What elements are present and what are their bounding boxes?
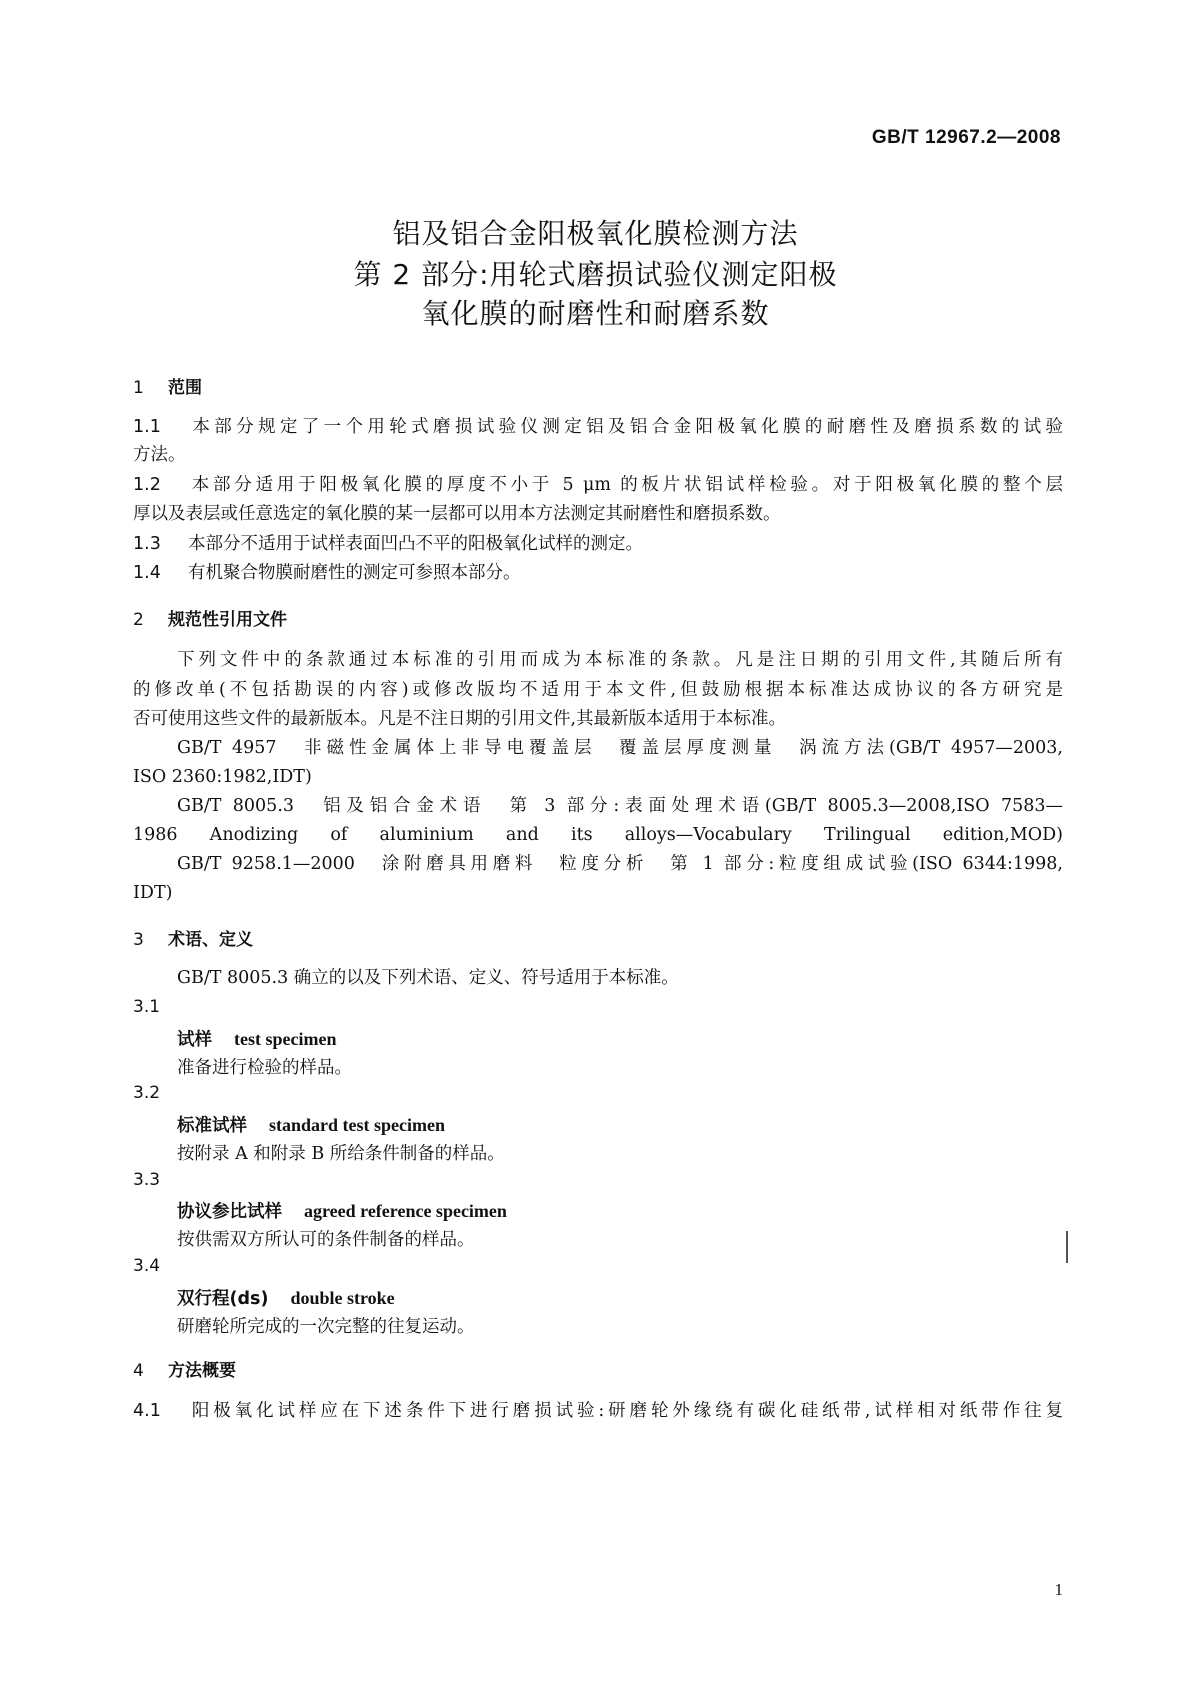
term-heading — [177, 1285, 395, 1310]
reference-1-line-a: GB/T 4957 非磁性金属体上非导电覆盖层 覆盖层厚度测量 涡流方法(GB/T 4957—2003, — [177, 738, 1063, 758]
section-4-title: 方法概要 — [168, 1361, 236, 1381]
clause-number: 1.1 — [133, 417, 161, 437]
reference-3-line-b: IDT) — [133, 883, 173, 903]
clause-number: 1.3 — [133, 534, 161, 554]
term-english: double stroke — [290, 1288, 395, 1308]
page-number: 1 — [1054, 1580, 1063, 1599]
section-3-title: 术语、定义 — [168, 930, 253, 950]
terms-intro: GB/T 8005.3 确立的以及下列术语、定义、符号适用于本标准。 — [177, 968, 679, 988]
term-definition: 按附录 A 和附录 B 所给条件制备的样品。 — [177, 1144, 505, 1164]
reference-2-line-a: GB/T 8005.3 铝及铝合金术语 第 3 部分:表面处理术语(GB/T 8005.3—2008,ISO 7583— — [177, 796, 1063, 816]
section-2-number: 2 — [133, 610, 144, 630]
term-number: 3.3 — [133, 1170, 161, 1190]
term-english: agreed reference specimen — [304, 1201, 507, 1221]
clause-1-2-line-b: 厚以及表层或任意选定的氧化膜的某一层都可以用本方法测定其耐磨性和磨损系数。 — [133, 504, 781, 524]
section-3-heading — [133, 925, 253, 950]
term-number: 3.1 — [133, 997, 161, 1017]
term-chinese: 双行程(ds) — [177, 1289, 269, 1309]
term-english: test specimen — [234, 1029, 337, 1049]
title-line-3: 氧化膜的耐磨性和耐磨系数 — [421, 297, 770, 330]
reference-3-line-a: GB/T 9258.1—2000 涂附磨具用磨料 粒度分析 第 1 部分:粒度组成试验(ISO 6344:1998, — [177, 854, 1063, 874]
term-english: standard test specimen — [269, 1115, 445, 1135]
section-4-number: 4 — [133, 1361, 144, 1381]
term-chinese: 协议参比试样 — [177, 1202, 282, 1222]
term-definition: 研磨轮所完成的一次完整的往复运动。 — [177, 1317, 475, 1337]
title-line-2: 第 2 部分:用轮式磨损试验仪测定阳极 — [353, 258, 838, 291]
clause-1-1-line-b: 方法。 — [133, 445, 186, 465]
title-line-1: 铝及铝合金阳极氧化膜检测方法 — [392, 217, 799, 250]
term-number: 3.4 — [133, 1256, 161, 1276]
term-heading — [177, 1198, 507, 1223]
term-chinese: 试样 — [177, 1030, 212, 1050]
clause-1-1-line-a: 1.1 本部分规定了一个用轮式磨损试验仪测定铝及铝合金阳极氧化膜的耐磨性及磨损系数的试验 — [133, 417, 1063, 437]
clause-1-4: 1.4 有机聚合物膜耐磨性的测定可参照本部分。 — [133, 563, 521, 583]
section-2-heading — [133, 605, 287, 630]
section-1-number: 1 — [133, 378, 144, 398]
section-2-title: 规范性引用文件 — [168, 610, 287, 630]
revision-margin-bar — [1066, 1231, 1068, 1263]
reference-1-line-b: ISO 2360:1982,IDT) — [133, 767, 312, 787]
clause-number: 1.4 — [133, 563, 161, 583]
clause-4-1-line-a: 4.1 阳极氧化试样应在下述条件下进行磨损试验:研磨轮外缘绕有碳化硅纸带,试样相对纸带作往复 — [133, 1401, 1063, 1421]
refs-intro-line-a: 下列文件中的条款通过本标准的引用而成为本标准的条款。凡是注日期的引用文件,其随后所有 — [177, 650, 1063, 670]
standard-number: GB/T 12967.2—2008 — [871, 127, 1061, 148]
refs-intro-line-b: 的修改单(不包括勘误的内容)或修改版均不适用于本文件,但鼓励根据本标准达成协议的各方研究是 — [133, 680, 1063, 700]
term-heading — [177, 1026, 336, 1051]
refs-intro-line-c: 否可使用这些文件的最新版本。凡是不注日期的引用文件,其最新版本适用于本标准。 — [133, 709, 787, 729]
term-definition: 准备进行检验的样品。 — [177, 1058, 352, 1078]
section-3-number: 3 — [133, 930, 144, 950]
clause-number: 1.2 — [133, 475, 161, 495]
section-1-heading — [133, 373, 202, 398]
clause-number: 4.1 — [133, 1401, 161, 1421]
clause-1-3: 1.3 本部分不适用于试样表面凹凸不平的阳极氧化试样的测定。 — [133, 534, 643, 554]
reference-2-line-b: 1986 Anodizing of aluminium and its alloys—Vocabulary Trilingual edition,MOD) — [133, 825, 1063, 845]
section-1-title: 范围 — [168, 378, 202, 398]
term-chinese: 标准试样 — [177, 1116, 247, 1136]
term-number: 3.2 — [133, 1083, 161, 1103]
term-heading — [177, 1112, 445, 1137]
section-4-heading — [133, 1356, 236, 1381]
term-definition: 按供需双方所认可的条件制备的样品。 — [177, 1230, 475, 1250]
clause-1-2-line-a: 1.2 本部分适用于阳极氧化膜的厚度不小于 5 μm 的板片状铝试样检验。对于阳极氧化膜的整个层 — [133, 475, 1063, 495]
